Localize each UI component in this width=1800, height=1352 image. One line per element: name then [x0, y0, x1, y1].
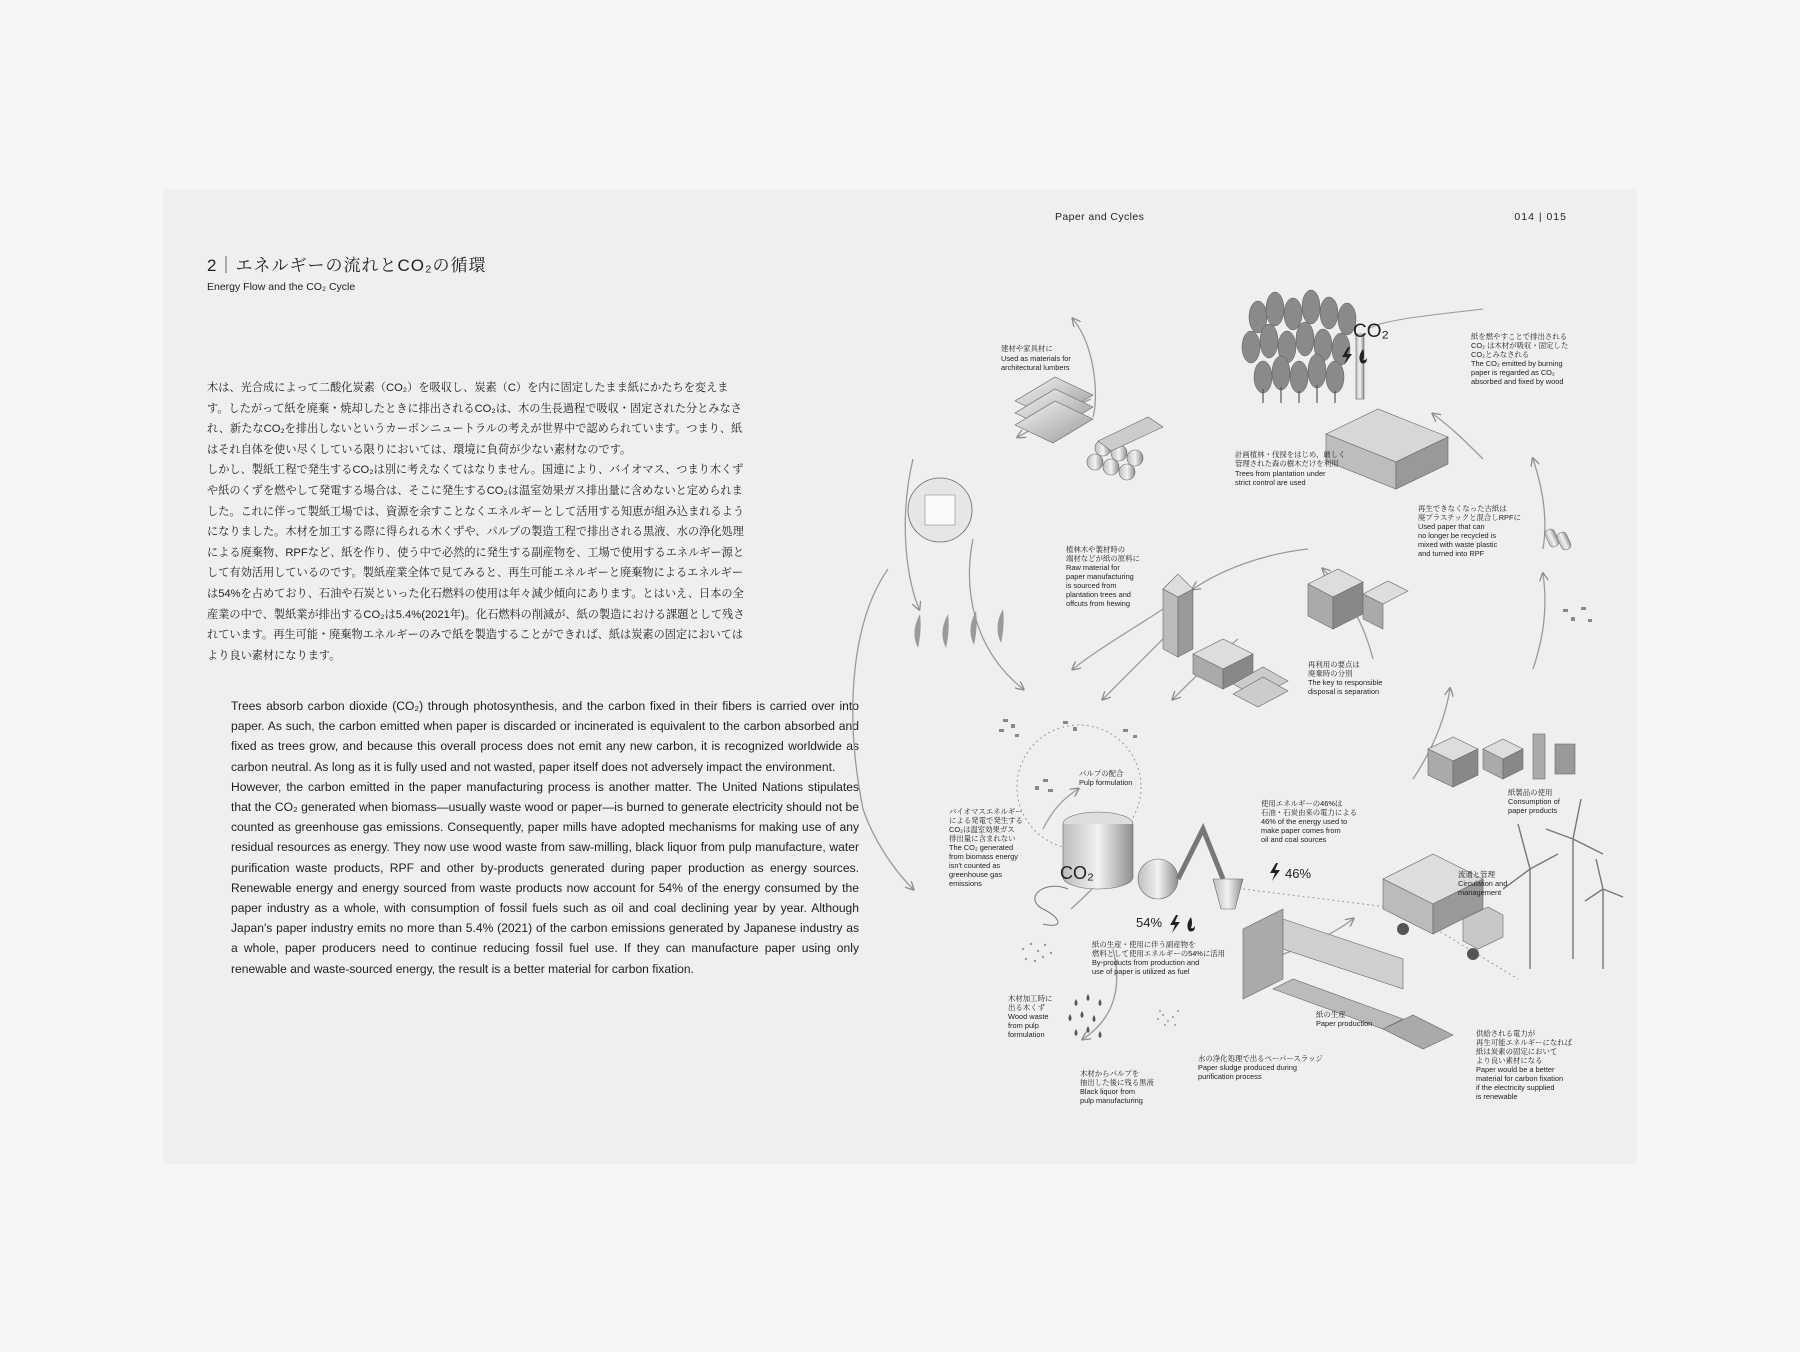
section-title-en: Energy Flow and the CO₂ Cycle: [207, 281, 356, 293]
book-spread: [163, 189, 1637, 1164]
co2-squiggle: [1035, 886, 1068, 925]
label-wood-waste: 木材加工時に 出る木くず Wood waste from pulp formulation: [1008, 994, 1053, 1039]
page-numbers: 014 | 015: [1514, 211, 1567, 223]
label-sludge: 水の浄化処理で出るペーパースラッジ Paper sludge produced during purification process: [1198, 1054, 1323, 1081]
flow-arrows: [853, 319, 1545, 1039]
cut-log-icon: [908, 478, 972, 542]
running-title: Paper and Cycles: [1055, 211, 1145, 223]
lumber-illustration: [1015, 377, 1093, 443]
co2-label-top: CO₂: [1353, 321, 1389, 342]
label-circulation: 流通と管理 Circulation and management: [1458, 870, 1508, 897]
label-energy-46: 使用エネルギーの46%は 石油・石炭由来の電力による 46% of the energy used to make paper comes from oil and coal sources: [1261, 799, 1358, 844]
label-production: 紙の生産 Paper production: [1316, 1010, 1373, 1028]
paragraph-en: However, the carbon emitted in the paper manufacturing process is another matter. The United Nations stipulates that the CO₂ generated when biomass—usually waste wood or paper—is burned to generate electricity should not be counted as greenhouse gas emissions. Consequently, paper mills have adopted mechanisms for making use of any residual resources as energy. They now use wood waste from saw-milling, black liquor from pulp manufacture, water purification waste products, RPF and other by-products generated during paper production as energy sources. Renewable energy and energy sourced from waste products now account for 54% of the energy consumed by the paper industry as a whole, with consumption of fossil fuels such as oil and coal declining year by year. Although Japan's paper industry emits no more than 5.4% (2021) of the carbon emissions generated by Japanese industry as a whole, paper producers need to continue reducing fossil fuel use. If they can manufacture paper using only renewable and waste-sourced energy, the result is a better material for carbon fixation.: [231, 779, 859, 976]
black-liquor-drops: [1069, 994, 1102, 1038]
label-consumption: 紙製品の使用 Consumption of paper products: [1508, 788, 1560, 815]
energy-cycle-diagram: [163, 189, 1637, 1164]
paragraph-jp: 木は、光合成によって二酸化炭素（CO₂）を吸収し、炭素（C）を内に固定したまま紙にかたちを変えます。したがって紙を廃棄・焼却したときに排出されるCO₂は、木の生長過程で吸収・固定された分とみなされ、新たなCO₂を排出しないというカーボンニュートラルの考えが世界中で認められています。つまり、紙はそれ自体を使い尽くしている限りにおいては、環境に負荷が少ない素材なのです。: [207, 382, 743, 456]
rpf-pellets-icon: [1544, 528, 1573, 552]
wind-turbines-illustration: [1503, 799, 1623, 969]
logs-illustration: [1087, 417, 1163, 480]
label-separation: 再利用の要点は 廃棄時の分別 The key to responsible disposal is separation: [1308, 660, 1383, 696]
co2-label-left: CO₂: [1060, 863, 1094, 883]
percent-54-label: 54%: [1136, 915, 1163, 930]
label-raw-material: 植林木や製材時の 端材などが紙の原料に Raw material for paper manufacturing is sourced from plantation trees and offcuts from hewing: [1066, 545, 1140, 608]
label-burn: 紙を燃やすことで排出される CO₂ は木材が吸収・固定した CO₂とみなされる The CO₂ emitted by burning paper is regarded as CO₂ absorbed and fixed by wood: [1471, 332, 1569, 386]
label-byproducts: 紙の生産・使用に伴う副産物を 燃料として使用エネルギーの54%に活用 By-products from production and use of paper is utilized as fuel: [1092, 940, 1226, 976]
paper-sludge-dots: [1157, 1010, 1179, 1026]
paragraph-en: Trees absorb carbon dioxide (CO₂) through photosynthesis, and the carbon fixed in their fibers is carried over into paper. As such, the carbon emitted when paper is discarded or incinerated is equivalent to the carbon absorbed and fixed as trees grow, and because this overall process does not emit any new carbon, it is recognized worldwide as carbon neutral. As long as it is fully used and not wasted, paper itself does not adversely impact the environment.: [231, 699, 859, 774]
label-trees: 計画植林・伐採をはじめ、厳しく 管理された森の樹木だけを利用 Trees from plantation under strict control are used: [1235, 450, 1346, 487]
label-rpf: 再生できなくなった古紙は 廃プラスチックと混合しRPFに Used paper that can no longer be recycled is mixed with waste plastic and turned into RPF: [1418, 504, 1521, 558]
section-title-jp: 2｜エネルギーの流れとCO₂の循環: [207, 256, 487, 275]
incinerator-factory-illustration: [1326, 309, 1483, 489]
label-pulp-formulation: パルプの配合 Pulp formulation: [1079, 769, 1133, 787]
label-biomass: バイオマスエネルギー による発電で発生する CO₂は温室効果ガス 排出量に含まれない The CO₂ generated from biomass energy isn't counted as greenhouse gas emissions: [949, 807, 1023, 888]
pulp-mill-illustration: [1063, 812, 1453, 1049]
percent-46-label: 46%: [1285, 866, 1312, 881]
paragraph-jp: しかし、製紙工程で発生するCO₂は別に考えなくてはなりません。国連により、バイオマス、つまり木くずや紙のくずを燃やして発電する場合は、そこに発生するCO₂は温室効果ガス排出量に含めないと定められました。これに伴って製紙工場では、資源を余すことなくエネルギーとして活用する知恵が組み込まれるようになりました。木材を加工する際に得られる木くずや、パルプの製造工程で排出される黒液、水の浄化処理による廃棄物、RPFなど、紙を作り、使う中で必然的に発生する副産物を、工場で使用するエネルギー源として有効活用しているのです。製紙産業全体で見てみると、再生可能エネルギーと廃棄物によるエネルギーは54%を占めており、石油や石炭といった化石燃料の使用は年々減少傾向にあります。とはいえ、日本の全産業の中で、製紙業が排出するCO₂は5.4%(2021年)。化石燃料の削減が、紙の製造における課題として残されています。再生可能・廃棄物エネルギーのみで紙を製造することができれば、紙は炭素の固定においてはより良い素材になります。: [207, 464, 745, 662]
wood-waste-dots: [1022, 943, 1052, 962]
label-renewable: 供給される電力が 再生可能エネルギーになれば 紙は炭素の固定において より良い素材になる Paper would be a better material for carbon fixation if the electricity supplied is renewable: [1476, 1029, 1573, 1101]
forest-illustration: [1242, 290, 1356, 403]
label-black-liquor: 木材からパルプを 抽出した後に残る黒液 Black liquor from pulp manufacturing: [1080, 1069, 1154, 1105]
consumption-boxes-illustration: [1428, 734, 1575, 787]
label-lumber: 建材や家具材に Used as materials for architectural lumbers: [1001, 344, 1071, 372]
